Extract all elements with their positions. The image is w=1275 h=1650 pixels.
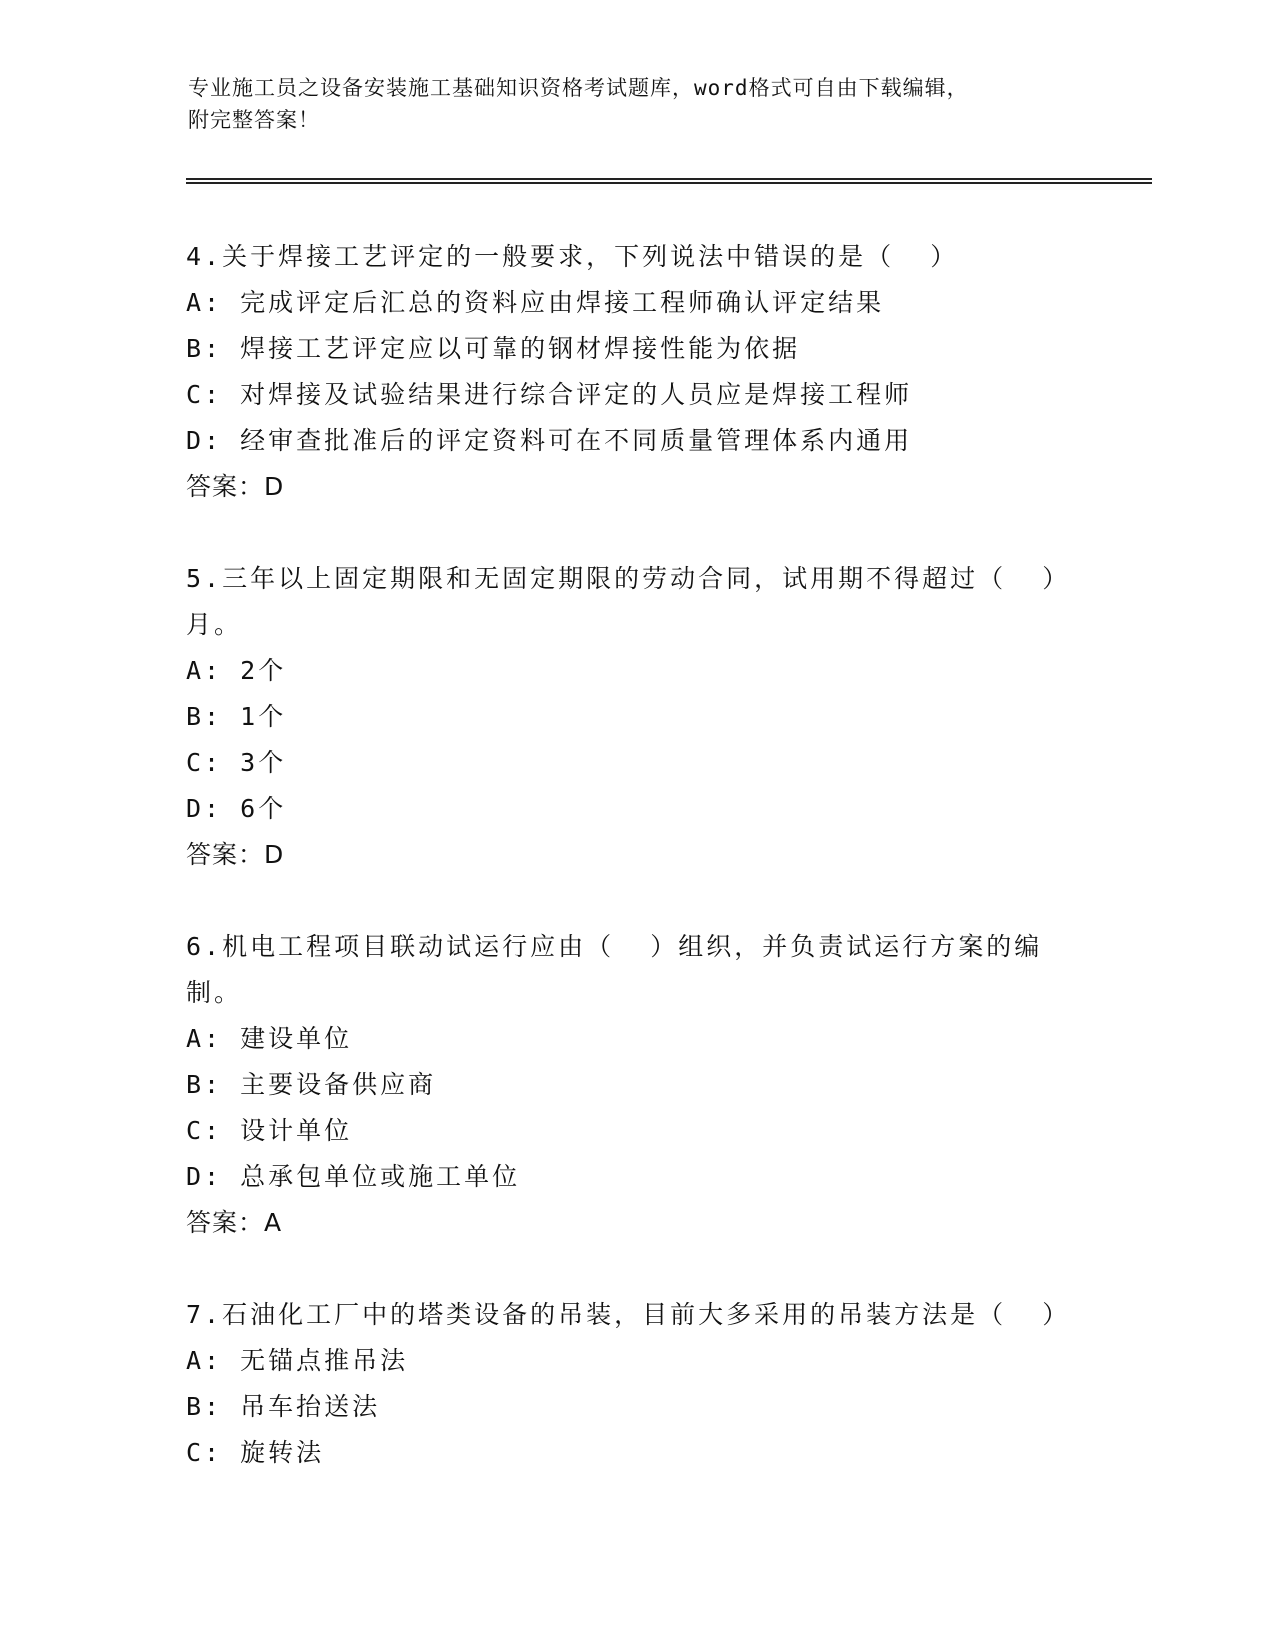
option-a: A: 无锚点推吊法	[186, 1346, 409, 1375]
answer-line: 答案：A	[186, 1208, 283, 1237]
question-stem: 7.石油化工厂中的塔类设备的吊装，目前大多采用的吊装方法是（ ）	[186, 1300, 1071, 1329]
header-divider	[186, 178, 1152, 184]
answer-line: 答案：D	[186, 840, 285, 869]
question-stem: 4.关于焊接工艺评定的一般要求，下列说法中错误的是（ ）	[186, 242, 959, 271]
document-header	[188, 72, 1068, 136]
option-b: B: 焊接工艺评定应以可靠的钢材焊接性能为依据	[186, 334, 801, 363]
header-line-1: 专业施工员之设备安装施工基础知识资格考试题库，word格式可自由下载编辑，	[188, 76, 969, 100]
answer-line: 答案：D	[186, 472, 285, 501]
option-d: D: 经审查批准后的评定资料可在不同质量管理体系内通用	[186, 426, 913, 455]
question-stem: 5.三年以上固定期限和无固定期限的劳动合同，试用期不得超过（ ）月。	[186, 564, 1071, 639]
option-a: A: 建设单位	[186, 1024, 353, 1053]
option-a: A: 2个	[186, 656, 287, 685]
option-c: C: 3个	[186, 748, 287, 777]
option-b: B: 1个	[186, 702, 287, 731]
option-b: B: 吊车抬送法	[186, 1392, 381, 1421]
question-stem: 6.机电工程项目联动试运行应由（ ）组织，并负责试运行方案的编制。	[186, 932, 1043, 1007]
header-line-2: 附完整答案！	[188, 108, 320, 132]
option-a: A: 完成评定后汇总的资料应由焊接工程师确认评定结果	[186, 288, 885, 317]
question-7	[186, 1292, 1086, 1476]
option-c: C: 旋转法	[186, 1438, 325, 1467]
question-6	[186, 924, 1086, 1246]
question-4	[186, 234, 1086, 510]
option-d: D: 6个	[186, 794, 287, 823]
question-list	[186, 234, 1086, 1522]
option-b: B: 主要设备供应商	[186, 1070, 437, 1099]
question-5	[186, 556, 1086, 878]
option-c: C: 对焊接及试验结果进行综合评定的人员应是焊接工程师	[186, 380, 913, 409]
option-c: C: 设计单位	[186, 1116, 353, 1145]
option-d: D: 总承包单位或施工单位	[186, 1162, 521, 1191]
